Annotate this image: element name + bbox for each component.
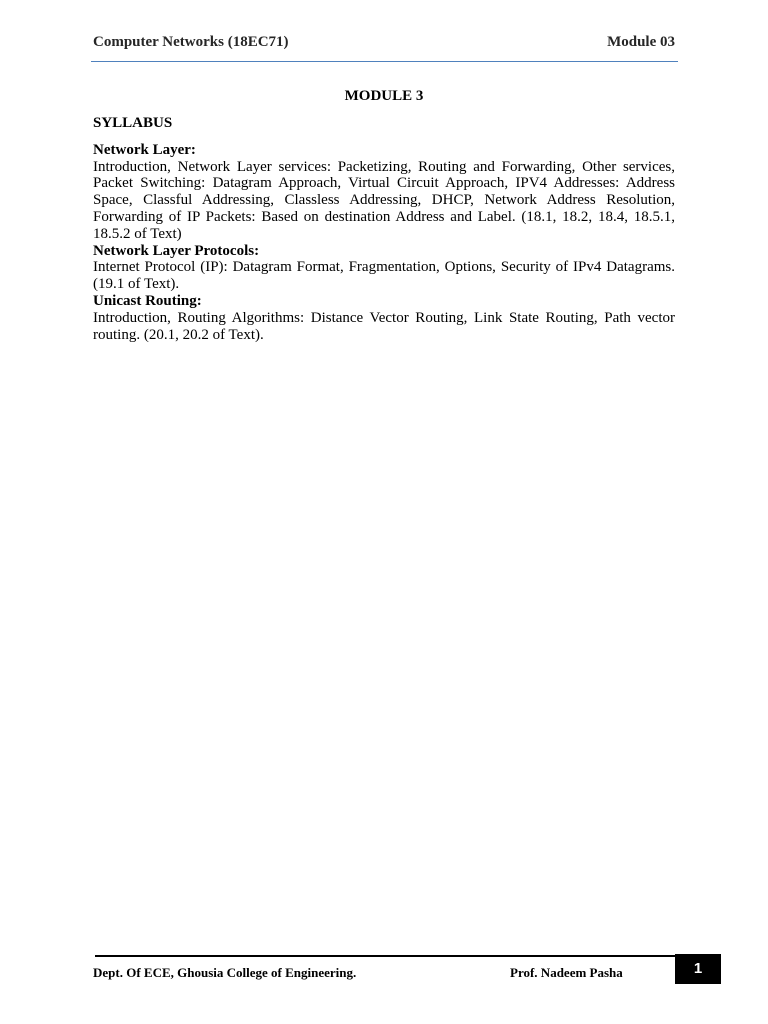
syllabus-heading: SYLLABUS bbox=[93, 115, 173, 131]
module-title: MODULE 3 bbox=[344, 88, 424, 104]
syllabus-content bbox=[93, 115, 675, 343]
header-module-label: Module 03 bbox=[607, 34, 675, 50]
page-header bbox=[93, 34, 678, 52]
section-heading: Network Layer Protocols: bbox=[93, 242, 260, 259]
section-body: Introduction, Network Layer services: Packetizing, Routing and Forwarding, Other services, Packet Switching: Datagram Approach, Virtual Circuit Approach, IPV4 Addresses: Address Space, Classful Addressing, Classless Addressing, DHCP, Network Address Resolution, Forwarding of IP Packets: Based on destination Address and Label. (18.1, 18.2, 18.4, 18.5.1, 18.5.2 of Text) bbox=[93, 158, 675, 242]
header-course-title: Computer Networks (18EC71) bbox=[93, 34, 289, 50]
section-heading: Network Layer: bbox=[93, 141, 196, 158]
page-number-badge: 1 bbox=[675, 954, 721, 984]
section-body: Internet Protocol (IP): Datagram Format, Fragmentation, Options, Security of IPv4 Datagrams. (19.1 of Text). bbox=[93, 259, 675, 293]
header-divider bbox=[91, 61, 678, 62]
section-network-layer bbox=[93, 142, 675, 243]
section-heading: Unicast Routing: bbox=[93, 292, 202, 309]
footer-divider bbox=[95, 955, 675, 957]
section-unicast-routing bbox=[93, 293, 675, 343]
section-network-layer-protocols bbox=[93, 243, 675, 293]
section-body: Introduction, Routing Algorithms: Distance Vector Routing, Link State Routing, Path vector routing. (20.1, 20.2 of Text). bbox=[93, 309, 675, 343]
footer-author: Prof. Nadeem Pasha bbox=[510, 965, 623, 980]
footer-department: Dept. Of ECE, Ghousia College of Engineering. bbox=[93, 965, 357, 980]
